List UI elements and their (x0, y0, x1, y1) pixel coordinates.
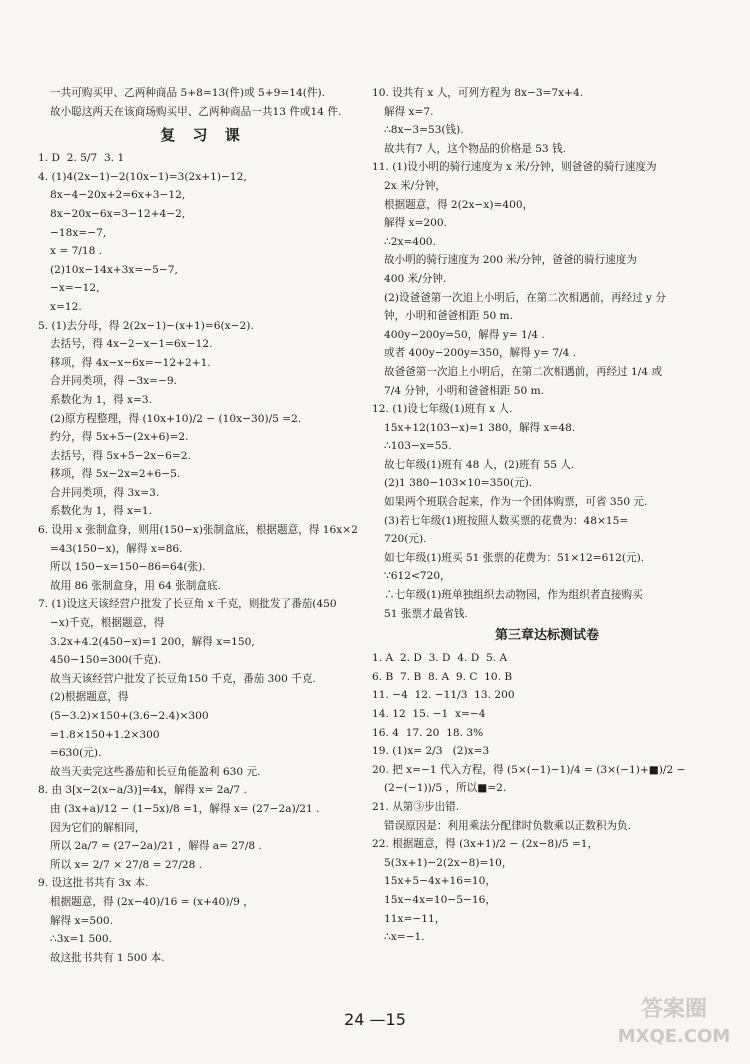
left-line: =1.8×150+1.2×300 (50, 728, 160, 741)
left-line: 故当天该经营户批发了长豆角150 千克，番茄 300 千克. (50, 672, 316, 685)
left-line: 复 习 课 (160, 126, 246, 145)
left-line: 约分，得 5x+5−(2x+6)=2. (50, 431, 189, 444)
left-line: 1. D 2. 5/7 3. 1 (38, 152, 125, 165)
left-line: 故这批书共有 1 500 本. (50, 951, 165, 964)
left-line: x = 7/18 . (50, 245, 103, 258)
left-line: (2)原方程整理，得 (10x+10)/2 − (10x−30)/5 =2. (50, 412, 302, 425)
left-line: =630(元). (50, 747, 102, 760)
svg-text:答案圈: 答案圈 (640, 997, 708, 1022)
right-line: 钟，小明和爸爸相距 50 m. (384, 310, 513, 323)
right-line: (2)设爸爸第一次追上小明后，在第二次相遇前，再经过 y 分 (384, 291, 666, 304)
right-line: 11. (1)设小明的骑行速度为 x 米/分钟，则爸爸的骑行速度为 (372, 161, 657, 174)
left-line: 6. 设用 x 张制盒身，则用(150−x)张制盒底，根据题意，得 16x×2 (38, 524, 358, 537)
right-line: ∴103−x=55. (384, 440, 452, 453)
right-line: 6. B 7. B 8. A 9. C 10. B (372, 670, 513, 683)
left-line: 9. 设这批书共有 3x 本. (38, 877, 149, 890)
right-line: 10. 设共有 x 人，可列方程为 8x−3=7x+4. (372, 87, 584, 99)
right-line: 故共有7 人，这个物品的价格是 53 钱. (384, 142, 567, 155)
left-line: 所以 150−x=150−86=64(张). (50, 561, 206, 574)
right-line: 如七年级(1)班买 51 张票的花费为：51×12=612(元). (384, 551, 645, 564)
right-line: 14. 12 15. −1 x=−4 (372, 708, 486, 720)
right-line: 解得 x=200. (384, 217, 447, 230)
right-line: 11x=−11， (384, 912, 446, 925)
left-line: 合并同类项，得 3x=3. (50, 486, 160, 499)
right-line: ∴七年级(1)班单独组织去动物园，作为组织者直接购买 (384, 589, 643, 602)
left-line: 系数化为 1，得 x=3. (50, 393, 152, 406)
right-line: 16. 4 17. 20 18. 3% (372, 726, 484, 739)
right-column (372, 84, 722, 947)
right-line: 如果两个班联合起来，作为一个团体购票，可省 350 元. (384, 496, 648, 509)
left-line: 所以 2a/7 = (27−2a)/21 ，解得 a= 27/8 . (50, 840, 262, 853)
right-line: 400y−200y=50，解得 y= 1/4 . (384, 328, 545, 341)
right-line: 400 米/分钟. (384, 272, 447, 285)
right-line: 11. −4 12. −11/3 13. 200 (372, 689, 515, 702)
right-line: 解得 x=7. (384, 105, 434, 118)
right-line: 5(3x+1)−2(2x−8)=10， (384, 856, 513, 869)
left-line: (2)根据题意，得 (50, 691, 129, 704)
right-line: 21. 从第③步出错. (372, 800, 460, 813)
right-line: ∴2x=400. (384, 235, 436, 248)
left-line: (5−3.2)×150+(3.6−2.4)×300 (50, 710, 209, 722)
left-line: 4. (1)4(2x−1)−2(10x−1)=3(2x+1)−12, (38, 170, 247, 183)
right-line: 第三章达标测试卷 (494, 628, 599, 644)
right-line: 错误原因是：利用乘法分配律时负数乘以正数积为负. (384, 819, 632, 832)
svg-text:MXQE.COM: MXQE.COM (617, 1026, 731, 1047)
left-line: 由 (3x+a)/12 − (1−5x)/8 =1，解得 x= (27−2a)/21 . (50, 802, 320, 815)
watermark-logo (612, 992, 736, 1048)
right-line: 2x 米/分钟， (384, 179, 447, 192)
left-line: −18x=−7, (50, 226, 107, 239)
left-line: 8x−20x−6x=3−12+4−2, (50, 207, 186, 220)
left-line: 移项，得 4x−x−6x=−12+2+1. (50, 356, 211, 369)
right-line: 或者 400y−200y=350，解得 y= 7/4 . (384, 347, 577, 360)
left-line: 根据题意，得 (2x−40)/16 = (x+40)/9 ， (50, 895, 254, 908)
right-line: 根据题意，得 2(2x−x)=400， (384, 198, 534, 211)
left-line: 所以 x= 2/7 × 27/8 = 27/28 . (50, 858, 203, 871)
right-line: 故小明的骑行速度为 200 米/分钟，爸爸的骑行速度为 (384, 254, 637, 267)
left-line: 450−150=300(千克). (50, 654, 162, 667)
left-line: 移项，得 5x−2x=2+6−5. (50, 468, 181, 481)
left-line: 故用 86 张制盒身，用 64 张制盒底. (50, 579, 221, 592)
right-line: (2)1 380−103×10=350(元). (384, 477, 533, 490)
left-line: (2)10x−14x+3x=−5−7, (50, 263, 178, 276)
left-line: −x)千克，根据题意，得 (50, 617, 165, 630)
page-number: 24 —15 (344, 1010, 406, 1029)
right-line: ∴x=−1. (384, 931, 425, 944)
left-line: ∴3x=1 500. (50, 933, 113, 946)
left-line: −x=−12, (50, 282, 100, 295)
right-line: ∵612<720， (384, 570, 451, 583)
left-line: x=12. (50, 300, 82, 313)
left-column (38, 84, 368, 967)
left-line: 系数化为 1，得 x=1. (50, 505, 152, 518)
right-line: 19. (1)x= 2/3 (2)x=3 (372, 745, 490, 758)
right-line: 20. 把 x=−1 代入方程，得 (5×(−1)−1)/4 = (3×(−1)+■)/2 − (372, 763, 686, 776)
left-line: 5. (1)去分母，得 2(2x−1)−(x+1)=6(x−2). (38, 319, 254, 332)
right-line: 15x+12(103−x)=1 380，解得 x=48. (384, 421, 576, 434)
right-line: 故爸爸第一次追上小明后，在第二次相遇前，再经过 1/4 或 (384, 365, 663, 378)
left-line: 去括号，得 4x−2−x−1=6x−12. (50, 338, 213, 351)
left-line: 故当天卖完这些番茄和长豆角能盈利 630 元. (50, 765, 261, 778)
right-line: 15x−4x=10−5−16， (384, 893, 496, 906)
right-line: (2−(−1))/5 ，所以■=2. (384, 782, 507, 795)
left-line: 8. 由 3[x−2(x−a/3)]=4x，解得 x= 2a/7 . (38, 784, 247, 797)
right-line: ∴8x−3=53(钱). (384, 124, 464, 137)
right-line: 51 张票才最省钱. (384, 607, 468, 620)
left-line: 7. (1)设这天该经营户批发了长豆角 x 千克，则批发了番茄(450 (38, 598, 337, 611)
left-line: 合并同类项，得 −3x=−9. (50, 375, 177, 388)
right-line: 故七年级(1)班有 48 人，(2)班有 55 人. (384, 458, 575, 471)
left-line: 8x−4−20x+2=6x+3−12, (50, 189, 186, 202)
right-line: 12. (1)设七年级(1)班有 x 人. (372, 403, 513, 416)
left-line: 解得 x=500. (50, 914, 113, 927)
right-line: (3)若七年级(1)班按照人数买票的花费为：48×15= (384, 514, 629, 527)
right-line: 720(元). (384, 533, 427, 546)
left-line: 3.2x+4.2(450−x)=1 200，解得 x=150, (50, 635, 255, 648)
right-line: 1. A 2. D 3. D 4. D 5. A (372, 652, 508, 665)
left-line: =43(150−x)，解得 x=86. (50, 542, 183, 555)
right-line: 7/4 分钟，小明和爸爸相距 50 m. (384, 384, 544, 397)
left-line: 因为它们的解相同， (50, 821, 146, 834)
right-line: 22. 根据题意，得 (3x+1)/2 − (2x−8)/5 =1， (372, 838, 599, 851)
left-line: 去括号，得 5x+5−2x−6=2. (50, 449, 191, 462)
left-line: 一共可购买甲、乙两种商品 5+8=13(件)或 5+9=14(件). (50, 87, 325, 99)
left-line: 故小聪这两天在该商场购买甲、乙两种商品一共13 件或14 件. (50, 105, 342, 118)
right-line: 15x+5−4x+16=10， (384, 875, 496, 888)
